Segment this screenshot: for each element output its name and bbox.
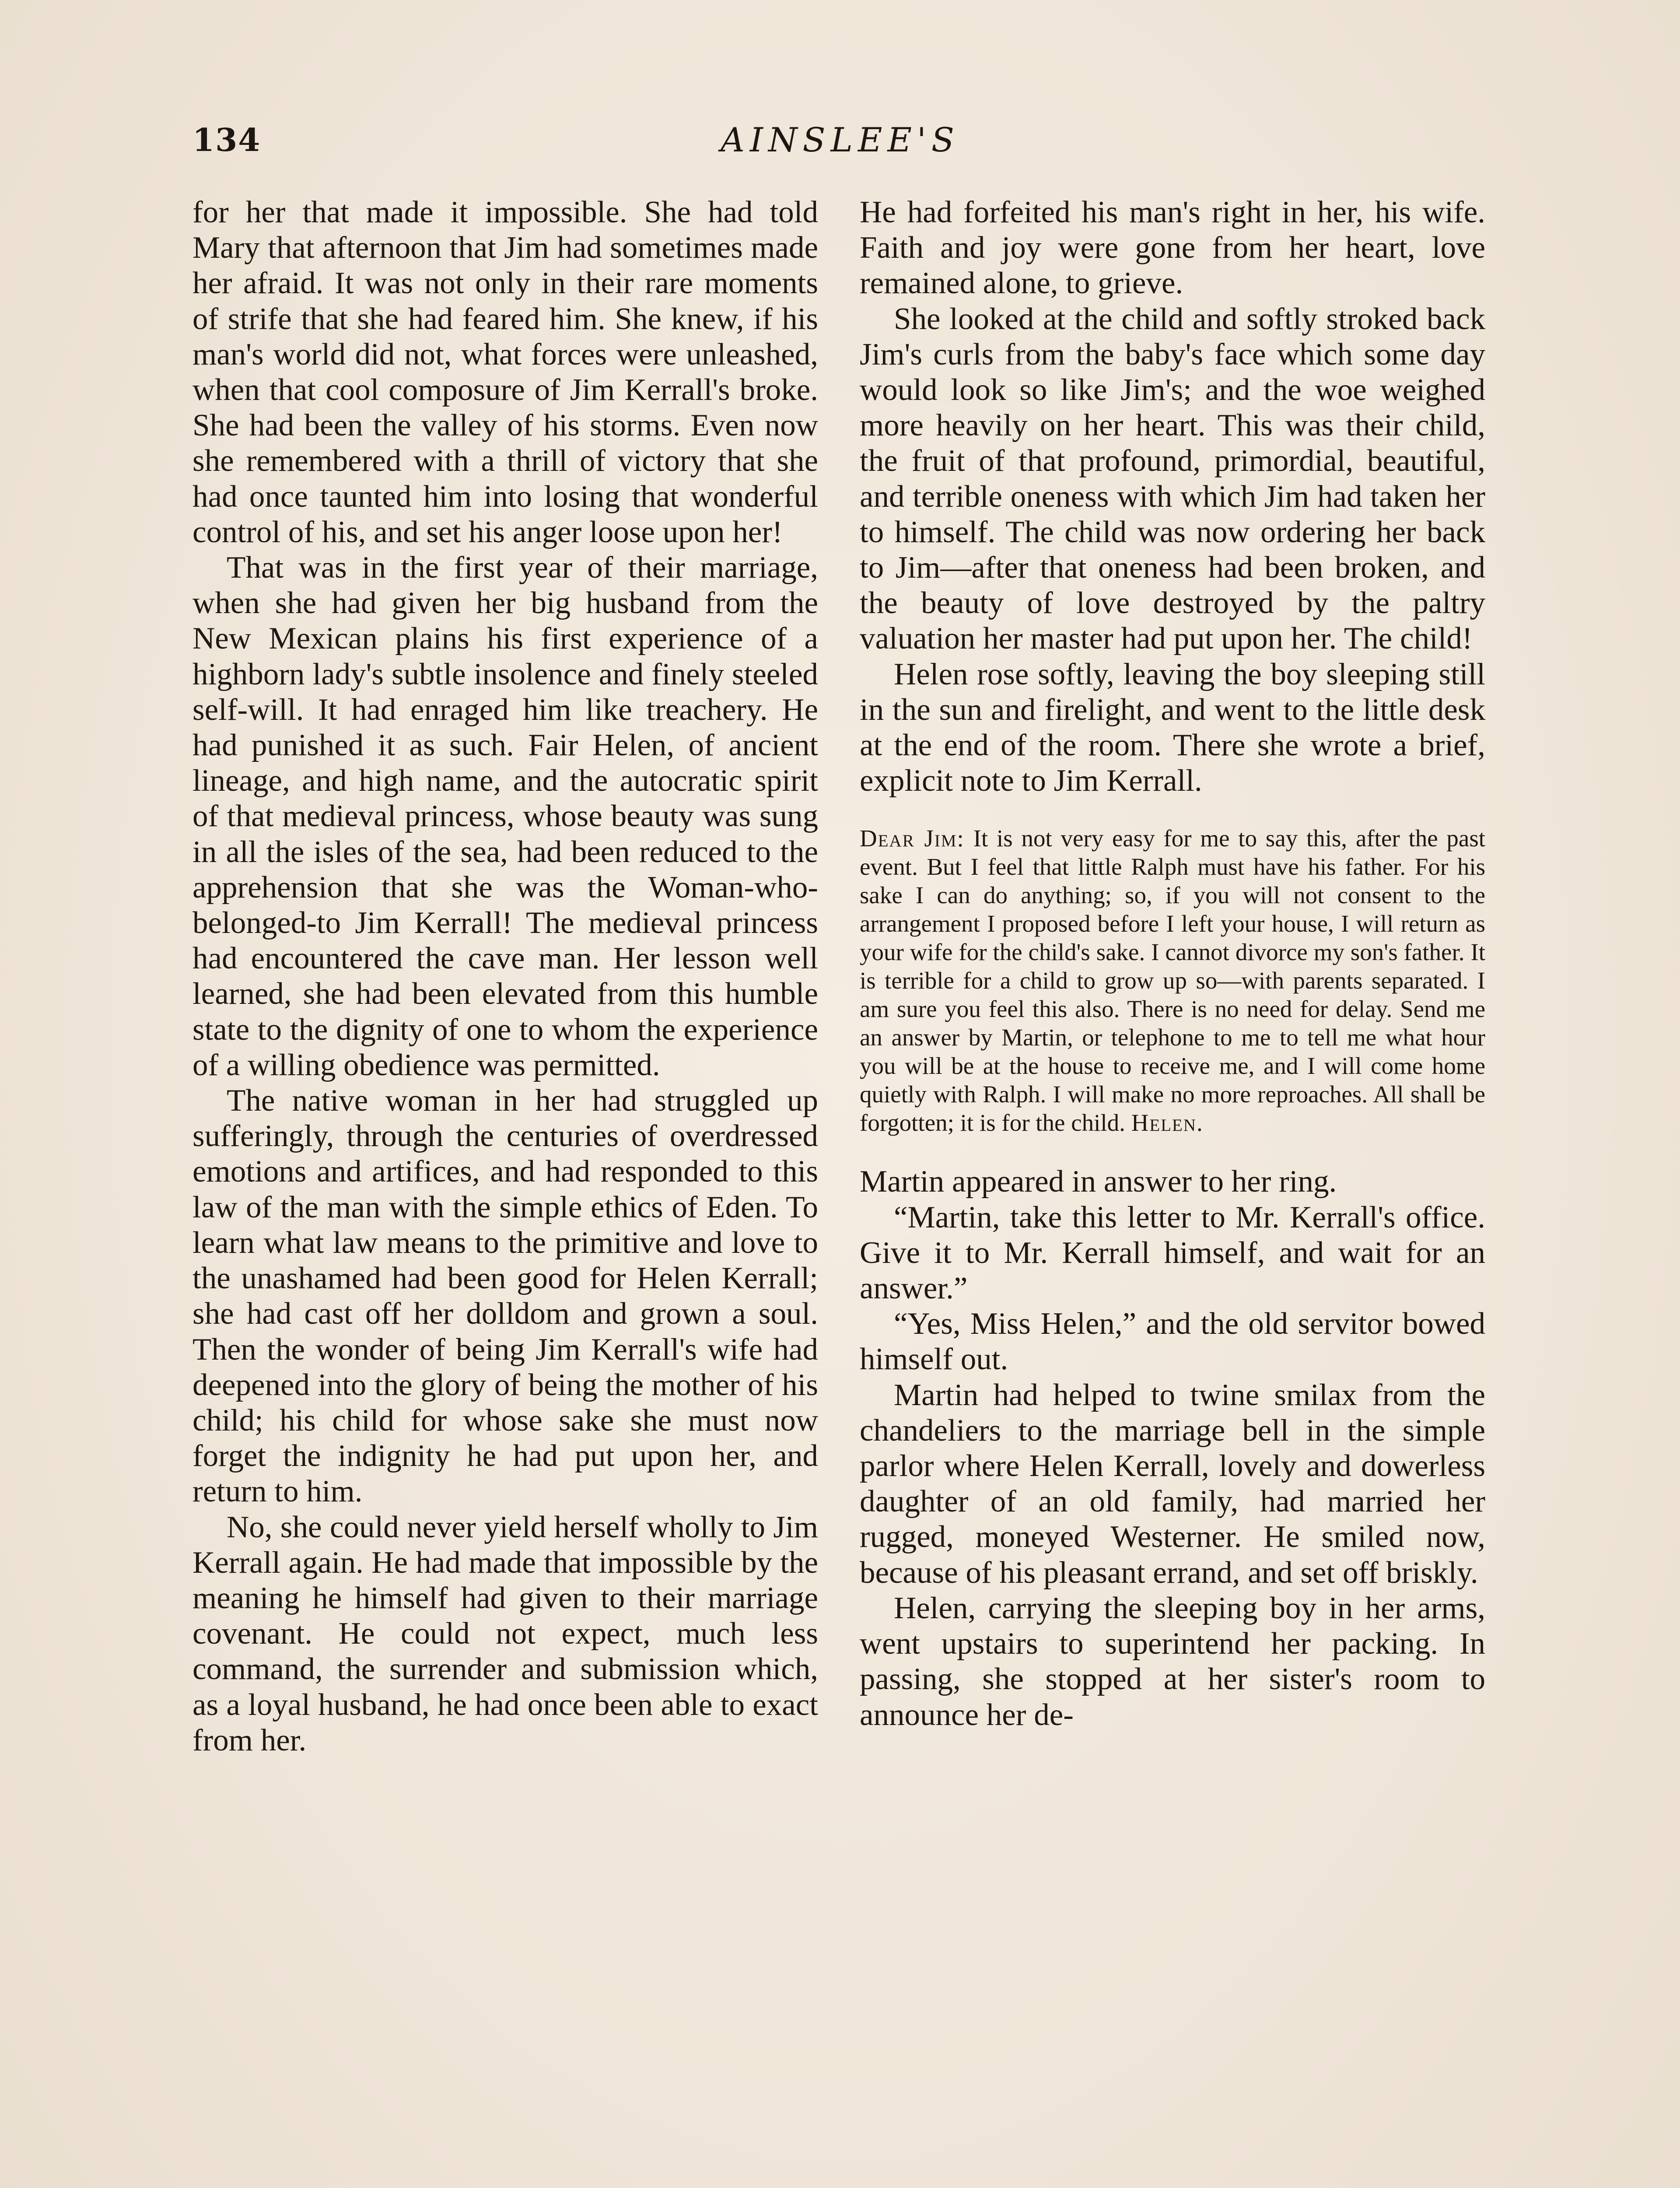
paragraph: Martin appeared in answer to her ring.	[860, 1164, 1337, 1199]
paragraph: for her that made it impossible. She had told Mary that afternoon that Jim had sometimes made her afraid. It was not only in their rare moments of strife that she had feared him. She knew, if his man's world did not, what forces were unleashed, when that cool composure of Jim Kerrall's broke. She had been the valley of his storms. Even now she remembered with a thrill of victory that she had once taunted him into losing that wonderful control of his, and set his anger loose upon her!	[192, 195, 818, 549]
page-number: 134	[192, 121, 261, 158]
paragraph: Helen rose softly, leaving the boy sleeping still in the sun and firelight, and went to the little desk at the end of the room. There she wrote a brief, explicit note to Jim Kerrall.	[860, 657, 1485, 798]
paragraph: No, she could never yield herself wholly to Jim Kerrall again. He had made that impossible by the meaning he himself had given to their marriage covenant. He could not expect, much less command, the surrender and submission which, as a loyal husband, he had once been able to exact from her.	[192, 1510, 818, 1757]
letter-salutation: Dear Jim:	[860, 825, 965, 852]
paragraph: That was in the first year of their marriage, when she had given her big husband from the New Mexican plains his first experience of a highborn lady's subtle insolence and finely steeled self-will. It had enraged him like treachery. He had punished it as such. Fair Helen, of ancient lineage, and high name, and the autocratic spirit of that medieval princess, whose beauty was sung in all the isles of the sea, had been reduced to the apprehension that she was the Woman-who-belonged-to Jim Kerrall! The medieval princess had encountered the cave man. Her lesson well learned, she had been elevated from this humble state to the dignity of one to whom the experience of a willing obedience was permitted.	[192, 551, 818, 1082]
paragraph: She looked at the child and softly stroked back Jim's curls from the baby's face which some day would look so like Jim's; and the woe weighed more heavily on her heart. This was their child, the fruit of that profound, primordial, beautiful, and terrible oneness with which Jim had taken her to himself. The child was now ordering her back to Jim—after that oneness had been broken, and the beauty of love destroyed by the paltry valuation her master had put upon her. The child!	[860, 302, 1485, 656]
paragraph: He had forfeited his man's right in her, his wife. Faith and joy were gone from her heart, love remained alone, to grieve.	[860, 195, 1485, 301]
letter-body: It is not very easy for me to say this, after the past event. But I feel that little Ralph must have his father. For his sake I can do anything; so, if you will not consent to the arrangement I proposed before I left your house, I will return as your wife for the child's sake. I cannot divorce my son's father. It is terrible for a child to grow up so—with parents separated. I am sure you feel this also. There is no need for delay. Send me an answer by Martin, or telephone to me to tell me what hour you will be at the house to receive me, and I will come home quietly with Ralph. I will make no more reproaches. All shall be forgotten; it is for the child.	[860, 825, 1485, 1136]
paragraph: “Martin, take this letter to Mr. Kerrall's office. Give it to Mr. Kerrall himself, and wait for an answer.”	[860, 1200, 1485, 1306]
paragraph: Martin had helped to twine smilax from the chandeliers to the marriage bell in the simple parlor where Helen Kerrall, lovely and dowerless daughter of an old family, had married her rugged, moneyed Westerner. He smiled now, because of his pleasant errand, and set off briskly.	[860, 1378, 1485, 1590]
right-column	[860, 195, 1485, 2188]
letter-signature: Helen.	[1131, 1109, 1204, 1136]
letter-block	[860, 824, 1485, 1137]
page-header	[192, 118, 1488, 175]
paragraph: Helen, carrying the sleeping boy in her arms, went upstairs to superintend her packing. In passing, she stopped at her sister's room to announce her de-	[860, 1591, 1485, 1732]
paragraph: The native woman in her had struggled up sufferingly, through the centuries of overdressed emotions and artifices, and had responded to this law of the man with the simple ethics of Eden. To learn what law means to the primitive and love to the unashamed had been good for Helen Kerrall; she had cast off her dolldom and grown a soul. Then the wonder of being Jim Kerrall's wife had deepened into the glory of being the mother of his child; his child for whose sake she must now forget the indignity he had put upon her, and return to him.	[192, 1083, 818, 1509]
running-title: AINSLEE'S	[721, 120, 959, 159]
left-column	[192, 195, 818, 2188]
paragraph: “Yes, Miss Helen,” and the old servitor bowed himself out.	[860, 1307, 1485, 1377]
